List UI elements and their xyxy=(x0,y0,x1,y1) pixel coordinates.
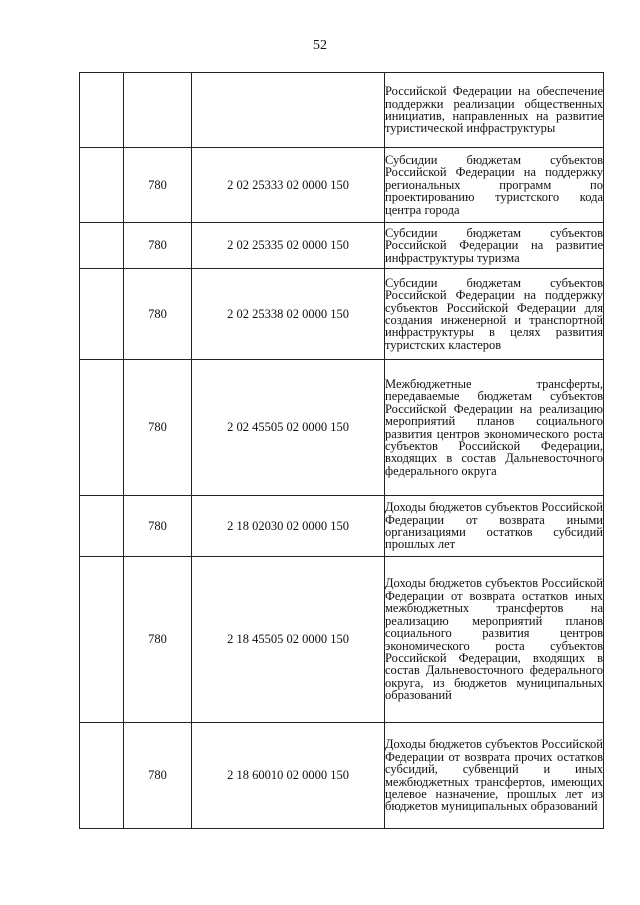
budget-code-cell: 2 02 25338 02 0000 150 xyxy=(192,269,385,360)
empty-cell xyxy=(80,557,124,723)
budget-code-cell xyxy=(192,73,385,148)
revenue-name-cell: Доходы бюджетов субъектов Российской Федерации от возврата иными организациями остатков субсидий прошлых лет xyxy=(385,496,604,557)
table-row xyxy=(80,223,604,269)
admin-code-cell: 780 xyxy=(124,223,192,269)
admin-code-cell: 780 xyxy=(124,557,192,723)
admin-code-cell: 780 xyxy=(124,269,192,360)
empty-cell xyxy=(80,496,124,557)
empty-cell xyxy=(80,360,124,496)
budget-code-cell: 2 02 25333 02 0000 150 xyxy=(192,148,385,223)
page-number: 52 xyxy=(313,38,327,53)
empty-cell xyxy=(80,148,124,223)
table-row xyxy=(80,557,604,723)
empty-cell xyxy=(80,73,124,148)
empty-cell xyxy=(80,723,124,829)
budget-code-cell: 2 18 02030 02 0000 150 xyxy=(192,496,385,557)
empty-cell xyxy=(80,269,124,360)
budget-code-cell: 2 18 45505 02 0000 150 xyxy=(192,557,385,723)
table-row xyxy=(80,148,604,223)
revenue-name-cell: Субсидии бюджетам субъектов Российской Федерации на развитие инфраструктуры туризма xyxy=(385,223,604,269)
table-row xyxy=(80,360,604,496)
admin-code-cell: 780 xyxy=(124,148,192,223)
revenue-name-cell: Доходы бюджетов субъектов Российской Федерации от возврата прочих остатков субсидий, субвенций и иных межбюджетных трансфертов, имеющих целевое назначение, прошлых лет из бюджетов муниципальных образований xyxy=(385,723,604,829)
budget-code-cell: 2 02 45505 02 0000 150 xyxy=(192,360,385,496)
table-row xyxy=(80,496,604,557)
admin-code-cell: 780 xyxy=(124,360,192,496)
budget-code-cell: 2 18 60010 02 0000 150 xyxy=(192,723,385,829)
revenue-name-cell: Межбюджетные трансферты, передаваемые бюджетам субъектов Российской Федерации на реализацию мероприятий планов социального развития центров экономического роста субъектов Российской Федерации, входящих в состав Дальневосточного федерального округа xyxy=(385,360,604,496)
admin-code-cell xyxy=(124,73,192,148)
revenue-name-cell: Российской Федерации на обеспечение поддержки реализации общественных инициатив, направленных на развитие туристической инфраструктуры xyxy=(385,73,604,148)
table-row xyxy=(80,73,604,148)
empty-cell xyxy=(80,223,124,269)
table-row xyxy=(80,723,604,829)
admin-code-cell: 780 xyxy=(124,496,192,557)
admin-code-cell: 780 xyxy=(124,723,192,829)
budget-revenue-table xyxy=(79,72,604,829)
revenue-name-cell: Доходы бюджетов субъектов Российской Федерации от возврата остатков иных межбюджетных трансфертов на реализацию мероприятий планов социального развития центров экономического роста субъектов Российской Федерации, входящих в состав Дальневосточного федерального округа, из бюджетов муниципальных образований xyxy=(385,557,604,723)
table-row xyxy=(80,269,604,360)
revenue-name-cell: Субсидии бюджетам субъектов Российской Федерации на поддержку региональных программ по проектированию туристского кода центра города xyxy=(385,148,604,223)
budget-code-cell: 2 02 25335 02 0000 150 xyxy=(192,223,385,269)
revenue-name-cell: Субсидии бюджетам субъектов Российской Федерации на поддержку субъектов Российской Федерации для создания инженерной и транспортной инфраструктуры в целях развития туристских кластеров xyxy=(385,269,604,360)
